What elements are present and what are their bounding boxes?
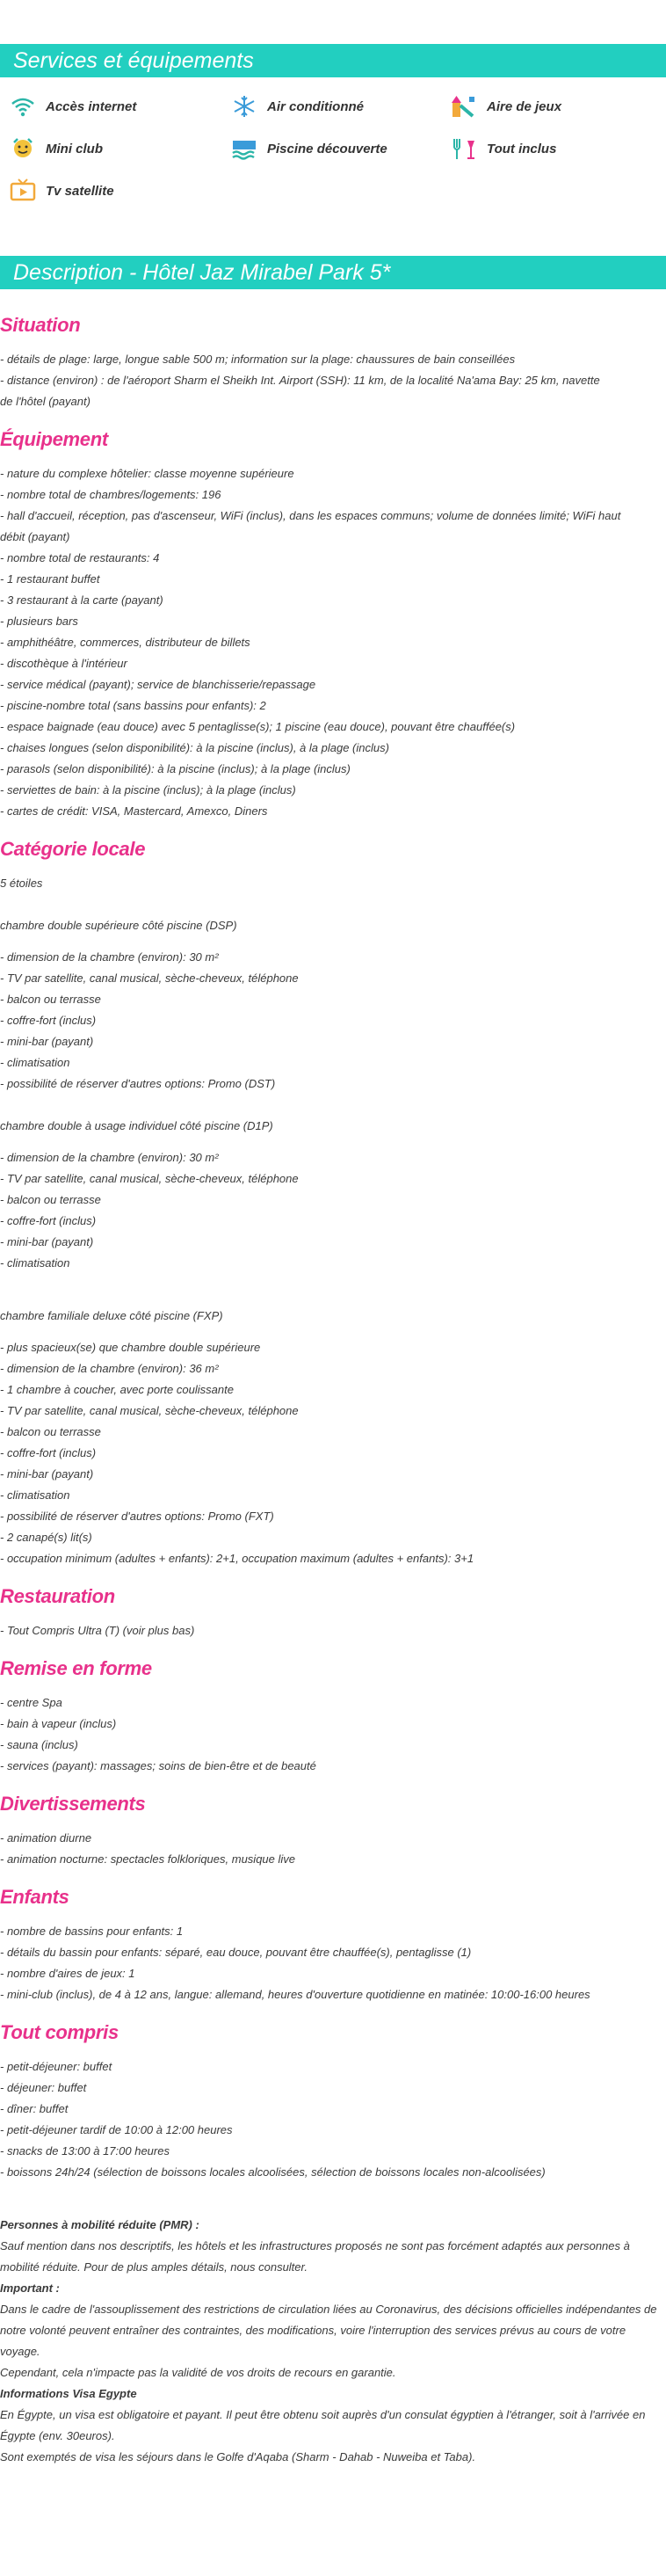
list-item: de l'hôtel (payant): [0, 395, 90, 408]
section-title-remise-en-forme: Remise en forme: [0, 1657, 152, 1679]
important-text: Dans le cadre de l'assouplissement des restrictions de circulation liées au Coronavirus, des décisions officielles indépendantes de notre volonté peuvent entraîner des contraintes, des modifications, voire l'interruption des services prévus au cours de votre voyage.: [0, 2303, 657, 2358]
service-air-conditioning: [230, 93, 364, 120]
room-title: chambre double à usage individuel côté piscine (D1P): [0, 1119, 273, 1132]
room-features: [0, 1337, 666, 1569]
pmr-text: Sauf mention dans nos descriptifs, les hôtels et les infrastructures proposés ne sont pas forcément adaptés aux personnes à mobilité réduite. Pour de plus amples détails, nous consulter.: [0, 2239, 630, 2274]
visa-text: En Égypte, un visa est obligatoire et payant. Il peut être obtenu soit auprès d'un consulat égyptien à l'étranger, soit à l'arrivée en Égypte (env. 30euros).: [0, 2408, 646, 2442]
list-item: - sauna (inclus): [0, 1738, 78, 1751]
list-item: - dimension de la chambre (environ): 30 m²: [0, 950, 219, 964]
list-item: - piscine-nombre total (sans bassins pour enfants): 2: [0, 699, 266, 712]
list-item: - snacks de 13:00 à 17:00 heures: [0, 2144, 170, 2158]
list-item: - plusieurs bars: [0, 615, 78, 628]
service-label: Tv satellite: [46, 183, 114, 199]
list-item: - petit-déjeuner: buffet: [0, 2060, 112, 2073]
list-item: - animation nocturne: spectacles folkloriques, musique live: [0, 1852, 296, 1866]
service-all-inclusive: [450, 135, 556, 162]
list-item: - discothèque à l'intérieur: [0, 657, 127, 670]
list-item: - détails de plage: large, longue sable 500 m; information sur la plage: chaussures de bain conseillées: [0, 353, 516, 366]
list-item: - cartes de crédit: VISA, Mastercard, Amexco, Diners: [0, 804, 268, 818]
list-item: - balcon ou terrasse: [0, 993, 101, 1006]
service-tv: [9, 178, 114, 204]
list-item: - climatisation: [0, 1056, 70, 1069]
service-internet: [9, 93, 136, 120]
list-item: - 3 restaurant à la carte (payant): [0, 593, 163, 607]
list-item: - centre Spa: [0, 1696, 62, 1709]
section-title-situation: Situation: [0, 314, 81, 336]
kids-club-icon: [9, 135, 37, 162]
list-item: - 1 chambre à coucher, avec porte coulissante: [0, 1383, 234, 1396]
list-item: - bain à vapeur (inclus): [0, 1717, 117, 1730]
tout-compris-list: [0, 2056, 666, 2183]
list-item: - nombre total de chambres/logements: 196: [0, 488, 221, 501]
snowflake-icon: [230, 93, 258, 120]
list-item: - coffre-fort (inclus): [0, 1446, 97, 1459]
list-item: - nombre d'aires de jeux: 1: [0, 1967, 135, 1980]
list-item: - mini-bar (payant): [0, 1467, 94, 1481]
enfants-list: [0, 1921, 666, 2005]
room-title: chambre familiale deluxe côté piscine (FXP): [0, 1309, 223, 1322]
equipement-list: [0, 463, 666, 822]
divertissements-list: [0, 1828, 666, 1870]
list-item: - espace baignade (eau douce) avec 5 pentaglisse(s); 1 piscine (eau douce), pouvant être chauffée(s): [0, 720, 516, 733]
service-mini-club: [9, 135, 103, 162]
list-item: - balcon ou terrasse: [0, 1425, 101, 1438]
notice-block: [0, 2215, 666, 2468]
list-item: - serviettes de bain: à la piscine (inclus); à la plage (inclus): [0, 783, 296, 797]
list-item: débit (payant): [0, 530, 70, 543]
list-item: - Tout Compris Ultra (T) (voir plus bas): [0, 1624, 195, 1637]
list-item: - coffre-fort (inclus): [0, 1014, 97, 1027]
room-features: [0, 1147, 666, 1274]
list-item: - services (payant): massages; soins de bien-être et de beauté: [0, 1759, 316, 1772]
pool-icon: [230, 135, 258, 162]
list-item: - nature du complexe hôtelier: classe moyenne supérieure: [0, 467, 294, 480]
list-item: - petit-déjeuner tardif de 10:00 à 12:00 heures: [0, 2123, 233, 2136]
list-item: - 2 canapé(s) lit(s): [0, 1531, 92, 1544]
list-item: - chaises longues (selon disponibilité): à la piscine (inclus), à la plage (inclus): [0, 741, 389, 754]
important-text-2: Cependant, cela n'impacte pas la validité de vos droits de recours en garantie.: [0, 2366, 396, 2379]
list-item: - TV par satellite, canal musical, sèche-cheveux, téléphone: [0, 1172, 299, 1185]
section-title-tout-compris: Tout compris: [0, 2021, 119, 2043]
service-label: Aire de jeux: [487, 98, 562, 114]
list-item: - amphithéâtre, commerces, distributeur de billets: [0, 636, 250, 649]
section-title-restauration: Restauration: [0, 1585, 115, 1607]
list-item: - service médical (payant); service de blanchisserie/repassage: [0, 678, 316, 691]
list-item: - parasols (selon disponibilité): à la piscine (inclus); à la plage (inclus): [0, 762, 351, 775]
list-item: - boissons 24h/24 (sélection de boissons locales alcoolisées, sélection de boissons locales non-alcoolisées): [0, 2165, 546, 2179]
section-title-divertissements: Divertissements: [0, 1793, 146, 1815]
service-label: Tout inclus: [487, 141, 557, 156]
description-header: Description - Hôtel Jaz Mirabel Park 5*: [0, 256, 666, 289]
remise-list: [0, 1692, 666, 1777]
list-item: - mini-bar (payant): [0, 1235, 94, 1248]
list-item: - déjeuner: buffet: [0, 2081, 87, 2094]
visa-text-2: Sont exemptés de visa les séjours dans le Golfe d'Aqaba (Sharm - Dahab - Nuweiba et Taba).: [0, 2450, 476, 2463]
list-item: - balcon ou terrasse: [0, 1193, 101, 1206]
section-title-equipement: Équipement: [0, 428, 108, 450]
list-item: - mini-bar (payant): [0, 1035, 94, 1048]
wifi-icon: [9, 93, 37, 120]
list-item: - nombre de bassins pour enfants: 1: [0, 1925, 184, 1938]
list-item: - TV par satellite, canal musical, sèche-cheveux, téléphone: [0, 1404, 299, 1417]
list-item: - occupation minimum (adultes + enfants): 2+1, occupation maximum (adultes + enfants): 3+1: [0, 1552, 474, 1565]
list-item: - hall d'accueil, réception, pas d'ascenseur, WiFi (inclus), dans les espaces communs; volume de données limité; WiFi haut: [0, 509, 621, 522]
list-item: - climatisation: [0, 1256, 70, 1270]
list-item: - coffre-fort (inclus): [0, 1214, 97, 1227]
list-item: - 1 restaurant buffet: [0, 572, 100, 586]
pmr-title: Personnes à mobilité réduite (PMR) :: [0, 2218, 199, 2231]
visa-title: Informations Visa Egypte: [0, 2387, 137, 2400]
list-item: - mini-club (inclus), de 4 à 12 ans, langue: allemand, heures d'ouverture quotidienne en matinée: 10:00-16:00 heures: [0, 1988, 590, 2001]
list-item: - nombre total de restaurants: 4: [0, 551, 160, 564]
service-label: Accès internet: [46, 98, 137, 114]
section-title-enfants: Enfants: [0, 1886, 69, 1908]
playground-icon: [450, 93, 478, 120]
all-inclusive-icon: [450, 135, 478, 162]
list-item: - dîner: buffet: [0, 2102, 69, 2115]
service-playground: [450, 93, 561, 120]
categorie-stars: 5 étoiles: [0, 877, 43, 890]
list-item: - possibilité de réserver d'autres options: Promo (DST): [0, 1077, 276, 1090]
list-item: - possibilité de réserver d'autres options: Promo (FXT): [0, 1510, 274, 1523]
service-label: Air conditionné: [267, 98, 364, 114]
description-content: [0, 312, 666, 2468]
room-features: [0, 947, 666, 1095]
list-item: - détails du bassin pour enfants: séparé, eau douce, pouvant être chauffée(s), pentaglisse (1): [0, 1946, 472, 1959]
list-item: - dimension de la chambre (environ): 30 m²: [0, 1151, 219, 1164]
service-label: Piscine découverte: [267, 141, 387, 156]
important-title: Important :: [0, 2281, 60, 2295]
list-item: - dimension de la chambre (environ): 36 m²: [0, 1362, 219, 1375]
restauration-list: [0, 1620, 666, 1641]
list-item: - distance (environ) : de l'aéroport Sharm el Sheikh Int. Airport (SSH): 11 km, de la localité Na'ama Bay: 25 km, navette: [0, 374, 600, 387]
situation-list: [0, 349, 666, 412]
service-pool: [230, 135, 387, 162]
section-title-categorie: Catégorie locale: [0, 838, 146, 860]
tv-icon: [9, 178, 37, 204]
list-item: - climatisation: [0, 1488, 70, 1502]
room-title: chambre double supérieure côté piscine (DSP): [0, 919, 237, 932]
service-label: Mini club: [46, 141, 103, 156]
list-item: - plus spacieux(se) que chambre double supérieure: [0, 1341, 261, 1354]
list-item: - TV par satellite, canal musical, sèche-cheveux, téléphone: [0, 971, 299, 985]
list-item: - animation diurne: [0, 1831, 92, 1845]
services-header: Services et équipements: [0, 44, 666, 77]
